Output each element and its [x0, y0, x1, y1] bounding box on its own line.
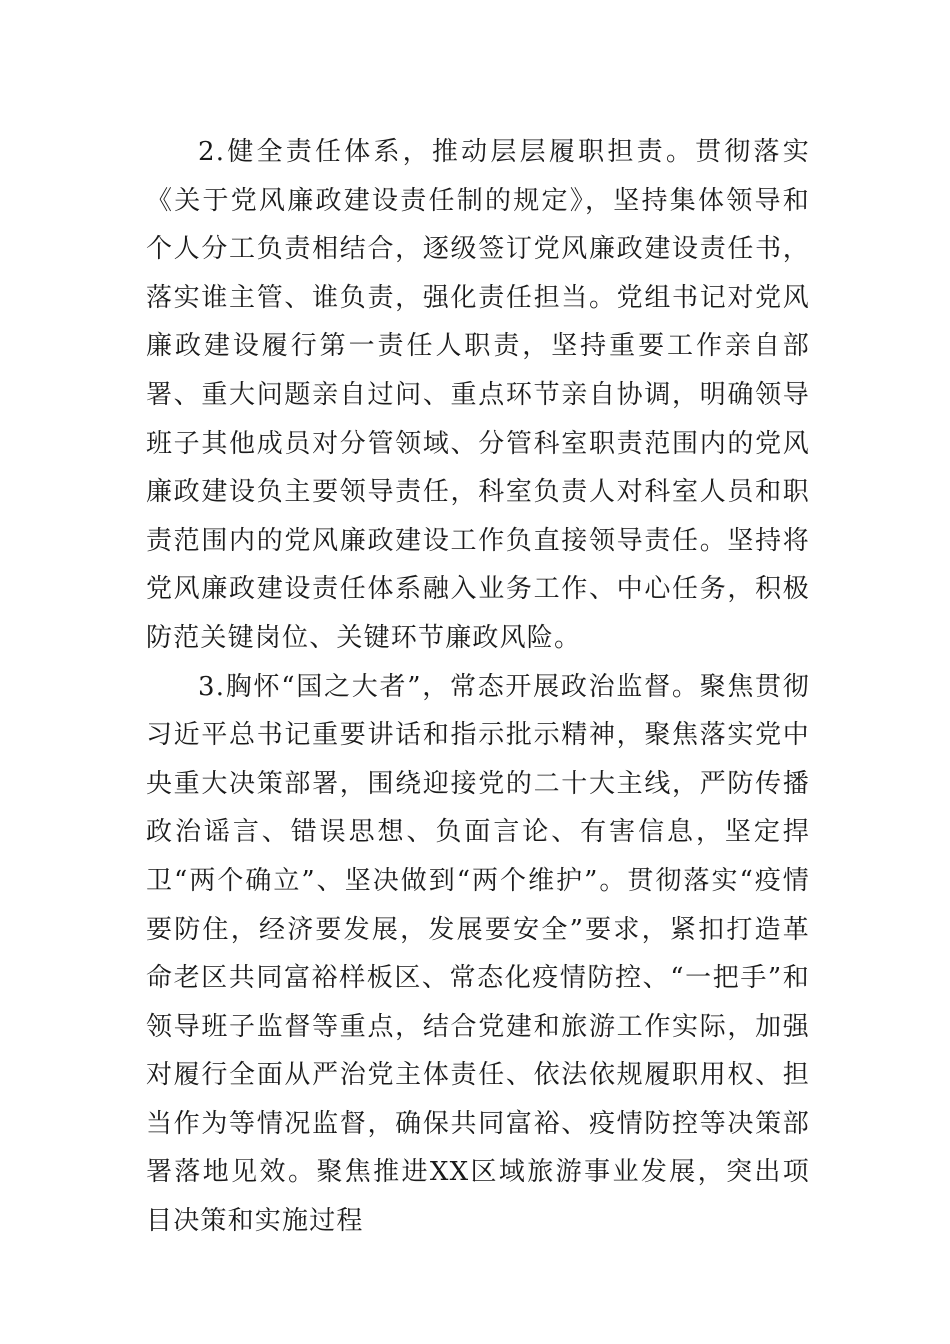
- paragraph-political-supervision: 3.胸怀“国之大者”，常态开展政治监督。聚焦贯彻习近平总书记重要讲话和指示批示精神，聚焦落实党中央重大决策部署，围绕迎接党的二十大主线，严防传播政治谣言、错误思想、负面言论、有害信息，坚定捍卫“两个确立”、坚决做到“两个维护”。贯彻落实“疫情要防住，经济要发展，发展要安全”要求，紧扣打造革命老区共同富裕样板区、常态化疫情防控、“一把手”和领导班子监督等重点，结合党建和旅游工作实际，加强对履行全面从严治党主体责任、依法依规履职用权、担当作为等情况监督，确保共同富裕、疫情防控等决策部署落地见效。聚焦推进XX区域旅游事业发展，突出项目决策和实施过程: [146, 671, 810, 1237]
- document-body: [146, 128, 810, 1246]
- paragraph-responsibility-system: 2.健全责任体系，推动层层履职担责。贯彻落实《关于党风廉政建设责任制的规定》，坚持集体领导和个人分工负责相结合，逐级签订党风廉政建设责任书，落实谁主管、谁负责，强化责任担当。党组书记对党风廉政建设履行第一责任人职责，坚持重要工作亲自部署、重大问题亲自过问、重点环节亲自协调，明确领导班子其他成员对分管领域、分管科室职责范围内的党风廉政建设负主要领导责任，科室负责人对科室人员和职责范围内的党风廉政建设工作负直接领导责任。坚持将党风廉政建设责任体系融入业务工作、中心任务，积极防范关键岗位、关键环节廉政风险。: [146, 137, 810, 653]
